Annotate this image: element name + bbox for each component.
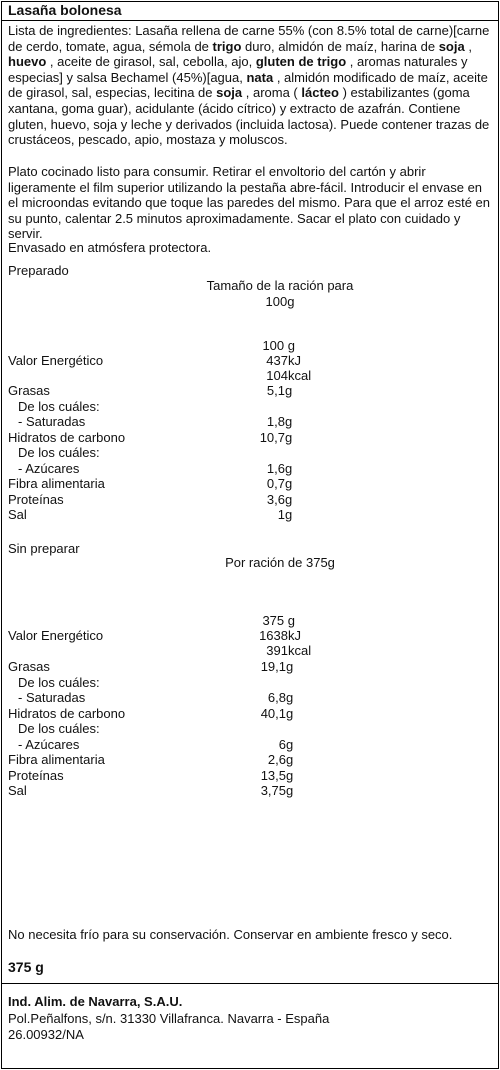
nutrient-unit: g	[286, 767, 294, 783]
nutrient-value: 3,75	[260, 783, 286, 798]
manufacturer-address: Pol.Peñalfons, s/n. 31330 Villafranca. Navarra - España	[8, 1011, 330, 1026]
manufacturer-registry: 26.00932/NA	[8, 1027, 84, 1042]
nutrient-value: 6,8	[267, 690, 286, 705]
prepared-energy-kj: 437	[266, 353, 288, 368]
nutrient-unit: g	[285, 429, 293, 445]
prepared-serving-size: 100g	[265, 294, 295, 309]
nutrient-label: - Saturadas	[18, 414, 86, 429]
nutrient-unit: g	[286, 659, 294, 674]
nutrient-label: Fibra alimentaria	[8, 752, 105, 767]
prepared-energy-kj-unit: kJ	[288, 353, 301, 368]
nutrient-label: - Azúcares	[18, 736, 80, 752]
manufacturer-name: Ind. Alim. de Navarra, S.A.U.	[8, 994, 183, 1009]
nutrient-label: De los cuáles:	[18, 445, 100, 460]
nutrient-label: Hidratos de carbono	[8, 705, 126, 721]
nutrient-value: 13,5	[260, 767, 286, 783]
prepared-energy-kcal-unit: kcal	[288, 368, 312, 383]
packaging-note: Envasado en atmósfera protectora.	[8, 240, 212, 255]
nutrient-value: 0,7	[266, 476, 285, 491]
unprepared-column-header: 375 g	[262, 613, 295, 628]
nutrient-label: Fibra alimentaria	[8, 476, 105, 491]
nutrient-value: 6	[278, 736, 286, 752]
nutrient-unit: g	[285, 491, 293, 507]
nutrient-unit: g	[286, 752, 294, 767]
net-weight: 375 g	[8, 959, 44, 975]
nutrient-unit: g	[285, 383, 293, 398]
prepared-section-label: Preparado	[8, 263, 69, 278]
prepared-column-header: 100 g	[262, 338, 295, 353]
nutrient-unit: g	[286, 783, 294, 798]
nutrient-unit: g	[285, 476, 293, 491]
label-frame	[1, 1, 499, 1069]
nutrient-label: De los cuáles:	[18, 721, 100, 736]
nutrient-value: 40,1	[260, 705, 286, 721]
nutrient-unit: g	[285, 414, 293, 429]
unprepared-section-label: Sin preparar	[8, 541, 80, 556]
unprepared-energy-kj-unit: kJ	[288, 628, 301, 643]
nutrient-unit: g	[286, 736, 294, 752]
nutrient-unit: g	[285, 507, 293, 522]
nutrient-unit: g	[286, 705, 294, 721]
unprepared-energy-kcal-unit: kcal	[288, 643, 312, 658]
nutrient-label: Grasas	[8, 659, 50, 674]
nutrient-label: De los cuáles:	[18, 398, 100, 414]
nutrient-label: - Azúcares	[18, 460, 80, 476]
nutrient-value: 2,6	[267, 752, 286, 767]
nutrient-unit: g	[285, 460, 293, 476]
nutrient-label: Proteínas	[8, 767, 64, 783]
nutrient-label: Proteínas	[8, 491, 64, 507]
nutrient-label: Sal	[8, 783, 27, 798]
nutrient-label: - Saturadas	[18, 690, 86, 705]
preparation-instructions: Plato cocinado listo para consumir. Retirar el envoltorio del cartón y abrir ligeramente el film superior utilizando la pestaña abre-fácil. Introducir el envase en el microondas evitando que toque las paredes del mismo. Para que el arroz esté en su punto, calentar 2.5 minutos aproximadamente. Sacar el plato con cuidado y servir.	[8, 164, 491, 242]
prepared-energy-label: Valor Energético	[8, 353, 104, 368]
title-divider	[1, 20, 498, 21]
nutrient-label: Sal	[8, 507, 27, 522]
unprepared-energy-label: Valor Energético	[8, 628, 104, 643]
storage-instructions: No necesita frío para su conservación. Conservar en ambiente fresco y seco.	[8, 927, 453, 942]
nutrient-value: 1,8	[266, 414, 285, 429]
nutrient-value: 19,1	[260, 659, 286, 674]
prepared-energy-kcal: 104	[266, 368, 288, 383]
nutrient-value: 1,6	[266, 460, 285, 476]
nutrient-value: 1	[277, 507, 285, 522]
nutrient-value: 10,7	[259, 429, 285, 445]
nutrient-label: De los cuáles:	[18, 674, 100, 690]
weight-divider	[1, 983, 498, 984]
unprepared-serving-label: Por ración de 375g	[225, 555, 335, 570]
nutrient-value: 5,1	[266, 383, 285, 398]
nutrient-unit: g	[286, 690, 294, 705]
nutrient-label: Grasas	[8, 383, 50, 398]
nutrient-label: Hidratos de carbono	[8, 429, 126, 445]
prepared-serving-label: Tamaño de la ración para	[206, 278, 354, 293]
unprepared-energy-kj: 1638	[259, 628, 288, 643]
unprepared-energy-kcal: 391	[266, 643, 288, 658]
nutrient-value: 3,6	[266, 491, 285, 507]
product-title: Lasaña bolonesa	[8, 2, 122, 18]
ingredients-list: Lista de ingredientes: Lasaña rellena de carne 55% (con 8.5% total de carne)[carne de cerdo, tomate, agua, sémola de trigo duro, almidón de maíz, harina de soja , huevo , aceite de girasol, sal, cebolla, ajo, gluten de trigo , aromas naturales y especias] y salsa Bechamel (45%)[agua, nata , almidón modificado de maíz, aceite de girasol, sal, especias, lecitina de soja , aroma ( lácteo ) estabilizantes (goma xantana, goma guar), acidulante (ácido cítrico) y extracto de azafrán. Contiene gluten, huevo, soja y leche y derivados (incluida lactosa). Puede contener trazas de crustáceos, pescado, apio, mostaza y moluscos.	[8, 23, 490, 148]
